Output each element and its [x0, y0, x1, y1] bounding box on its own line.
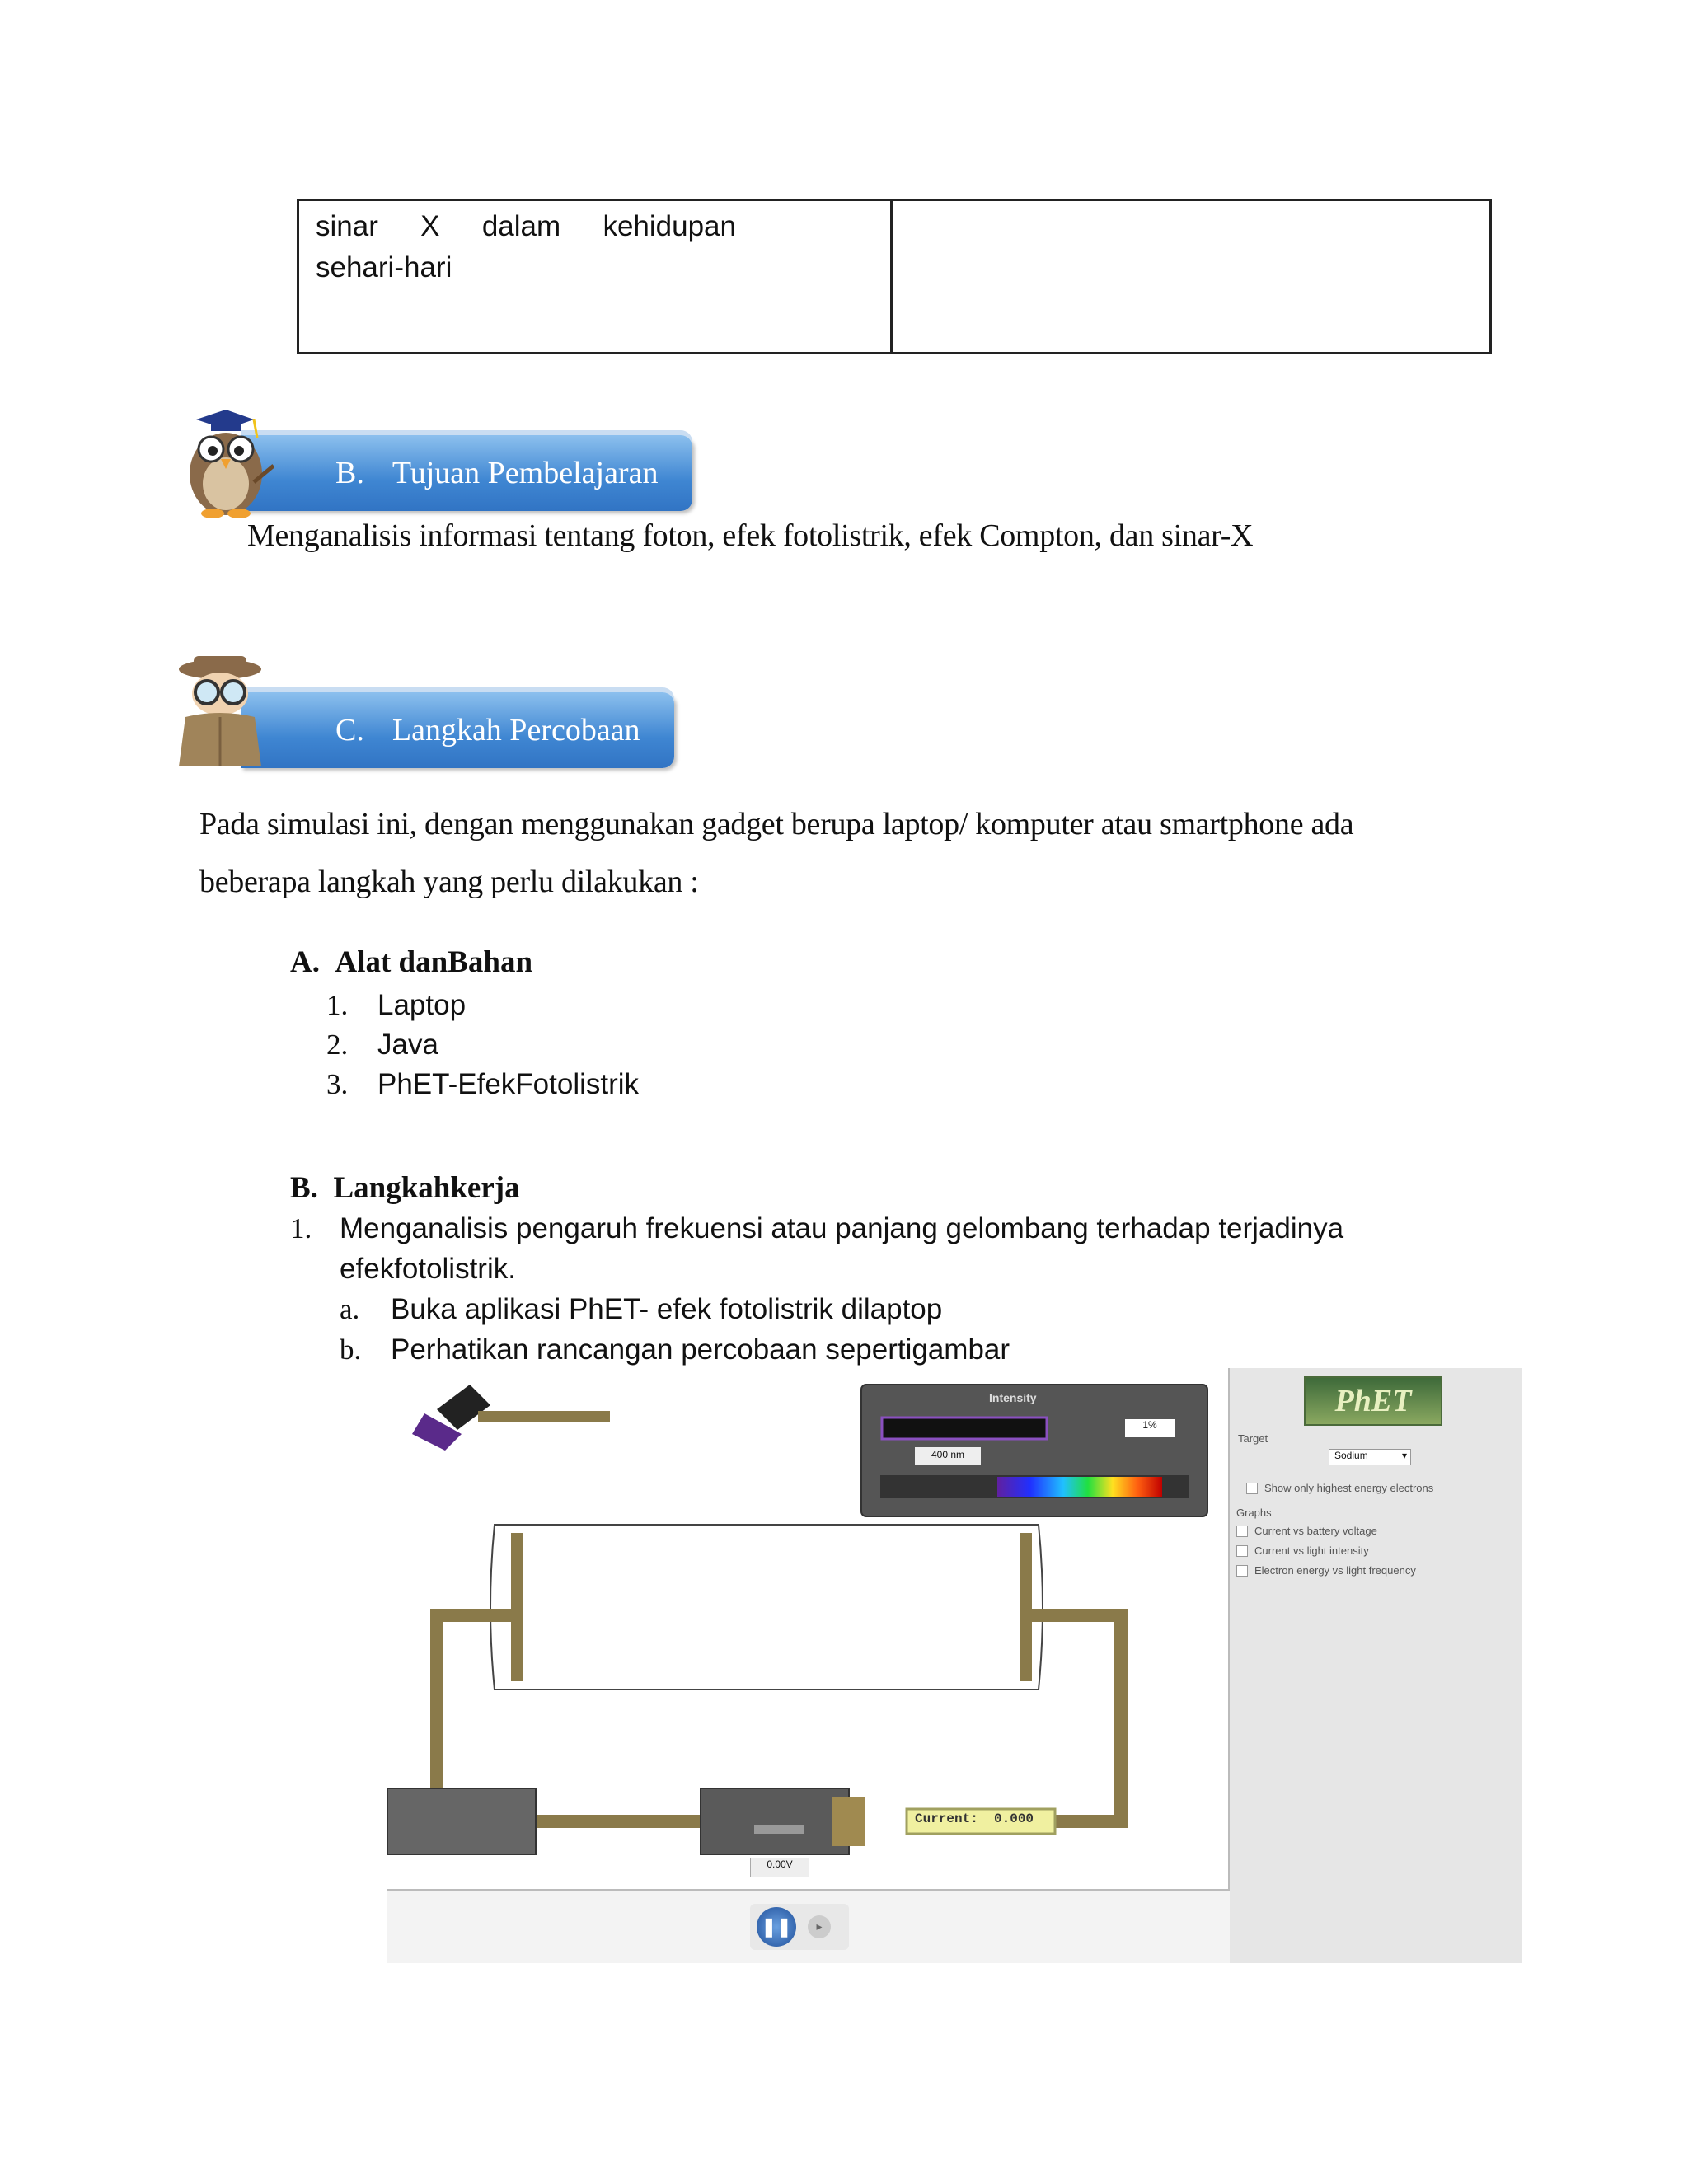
playback-controls: [750, 1904, 849, 1950]
intro-line-2: beberapa langkah yang perlu dilakukan :: [199, 865, 699, 899]
graphs-label: Graphs: [1236, 1507, 1272, 1519]
heading-title: Langkahkerja: [333, 1171, 520, 1205]
sub-step: a. Buka aplikasi PhET- efek fotolistrik dilaptop: [340, 1293, 943, 1325]
intensity-label: Intensity: [989, 1391, 1037, 1404]
target-select[interactable]: Sodium ▾: [1329, 1449, 1411, 1465]
table-cell-line2: sehari-hari: [316, 251, 452, 284]
list-item: 2. Java: [326, 1029, 438, 1061]
list-item: 1. Laptop: [326, 989, 467, 1021]
step-icon[interactable]: ▸: [808, 1915, 831, 1938]
alat-heading: [290, 944, 532, 980]
checkbox-highest-energy[interactable]: Show only highest energy electrons: [1246, 1482, 1433, 1494]
phet-logo: PhET: [1304, 1376, 1442, 1426]
table-cell-line1: [316, 206, 736, 247]
pause-icon[interactable]: ❚❚: [757, 1907, 796, 1947]
target-label: Target: [1238, 1432, 1268, 1445]
current-readout: Current: 0.000: [915, 1811, 1034, 1826]
word: kehidupan: [603, 210, 736, 242]
word: sinar: [316, 210, 378, 242]
step-1: 1. Menganalisis pengaruh frekuensi atau panjang gelombang terhadap terjadinya efekfotolistrik. a. Buka aplikasi PhET- efek fotolistrik dilaptop b. Perhatikan rancangan percobaan sepertigambar: [290, 1208, 1343, 1370]
phet-simulation-screenshot: [387, 1368, 1522, 1963]
word: X: [420, 210, 440, 242]
sub-step: b. Perhatikan rancangan percobaan sepertigambar: [340, 1333, 1010, 1366]
word: dalam: [481, 210, 561, 242]
objectives-table: [297, 199, 1492, 354]
section-b-banner: [241, 435, 692, 511]
wavelength-input[interactable]: 400 nm: [931, 1449, 965, 1460]
checkbox-energy-frequency[interactable]: Electron energy vs light frequency: [1236, 1564, 1416, 1577]
circuit-diagram: [387, 1368, 1228, 1889]
list-item: 3. PhET-EfekFotolistrik: [326, 1068, 640, 1100]
intro-line-1: Pada simulasi ini, dengan menggunakan gadget berupa laptop/ komputer atau smartphone ada: [199, 807, 1354, 841]
chevron-down-icon: ▾: [1401, 1450, 1407, 1461]
checkbox-current-voltage[interactable]: Current vs battery voltage: [1236, 1525, 1377, 1537]
objective-text: Menganalisis informasi tentang foton, efek fotolistrik, efek Compton, dan sinar-X: [247, 518, 1254, 553]
control-panel: [1230, 1368, 1522, 1963]
battery-voltage-input[interactable]: 0.00V: [750, 1858, 809, 1877]
detective-icon: [169, 651, 272, 775]
section-title: Langkah Percobaan: [392, 713, 640, 748]
section-c-banner: [241, 692, 674, 768]
alat-list: [326, 986, 639, 1104]
heading-letter: A.: [290, 945, 320, 979]
langkah-heading: [290, 1170, 520, 1206]
section-number: B.: [335, 456, 364, 490]
checkbox-current-intensity[interactable]: Current vs light intensity: [1236, 1544, 1369, 1557]
intensity-input[interactable]: 1%: [1125, 1419, 1175, 1437]
lamp-icon: [412, 1385, 610, 1451]
owl-teacher-icon: [171, 408, 274, 519]
table-cell-right: [893, 201, 1489, 352]
simulation-canvas: [387, 1368, 1231, 1891]
section-number: C.: [335, 713, 364, 748]
section-title: Tujuan Pembelajaran: [392, 456, 659, 490]
table-cell-left: [299, 201, 893, 352]
heading-title: Alat danBahan: [335, 945, 533, 979]
heading-letter: B.: [290, 1171, 318, 1205]
